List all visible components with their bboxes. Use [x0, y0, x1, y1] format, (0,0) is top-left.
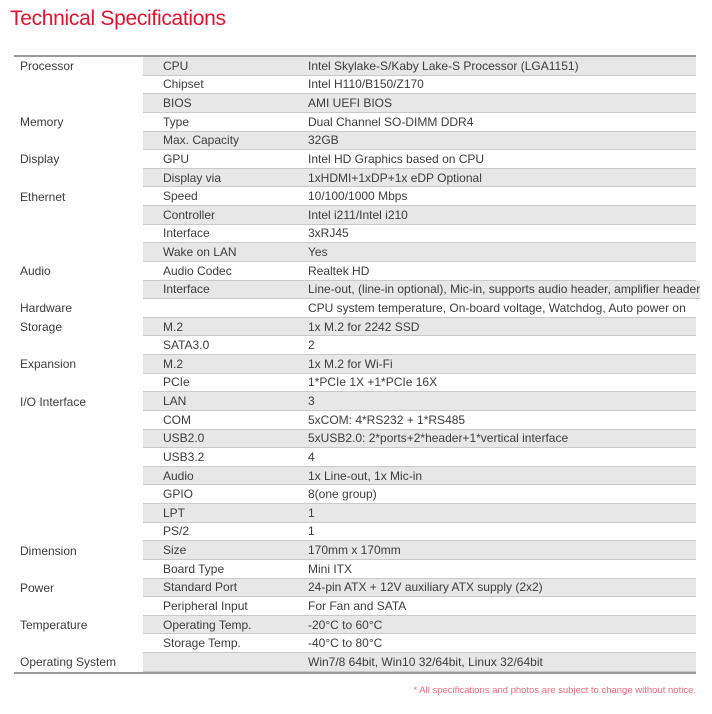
spec-value-cell: 2 [308, 338, 315, 353]
spec-label-cell: Max. Capacity [163, 133, 240, 148]
row-inner [143, 336, 696, 355]
table-row [14, 430, 696, 449]
spec-label-cell: CPU [163, 58, 189, 73]
table-row [14, 187, 696, 206]
category-cell: I/O Interface [14, 392, 143, 411]
row-inner [143, 299, 696, 318]
spec-value-cell: Win7/8 64bit, Win10 32/64bit, Linux 32/64bit [308, 654, 543, 669]
spec-label-cell: Interface [163, 226, 210, 241]
table-row [14, 485, 696, 504]
table-row [14, 76, 696, 95]
spec-value-cell: Dual Channel SO-DIMM DDR4 [308, 114, 474, 129]
spec-value-cell: Intel HD Graphics based on CPU [308, 151, 485, 166]
category-cell: Ethernet [14, 187, 143, 206]
category-cell [14, 523, 143, 542]
spec-value-cell: 4 [308, 449, 315, 464]
row-inner [143, 579, 696, 598]
spec-value-cell: -40°C to 80°C [308, 636, 383, 651]
category-cell [14, 560, 143, 579]
spec-value-cell: 1x M.2 for Wi-Fi [308, 356, 393, 371]
spec-label-cell: COM [163, 412, 191, 427]
category-cell: Audio [14, 262, 143, 281]
table-row [14, 336, 696, 355]
row-inner [143, 634, 696, 653]
row-inner [143, 169, 696, 188]
row-inner [143, 94, 696, 113]
category-cell: Operating System [14, 653, 143, 672]
spec-label-cell: BIOS [163, 96, 192, 111]
table-row [14, 467, 696, 486]
spec-value-cell: 3 [308, 394, 315, 409]
category-cell: Display [14, 150, 143, 169]
spec-label-cell: Interface [163, 282, 210, 297]
spec-value-cell: Mini ITX [308, 561, 353, 576]
table-row [14, 392, 696, 411]
table-row [14, 523, 696, 542]
row-inner [143, 504, 696, 523]
row-inner [143, 57, 696, 76]
category-cell [14, 634, 143, 653]
category-cell [14, 76, 143, 95]
table-row [14, 169, 696, 188]
spec-label-cell: Audio [163, 468, 194, 483]
table-row [14, 597, 696, 616]
row-inner [143, 523, 696, 542]
spec-value-cell: 1x M.2 for 2242 SSD [308, 319, 420, 334]
spec-label-cell: M.2 [163, 319, 184, 334]
row-inner [143, 187, 696, 206]
spec-value-cell: CPU system temperature, On-board voltage, Watchdog, Auto power on [308, 300, 686, 315]
spec-label-cell [143, 299, 308, 317]
row-inner [143, 355, 696, 374]
spec-label-cell: Wake on LAN [163, 245, 237, 260]
table-row [14, 448, 696, 467]
table-row [14, 504, 696, 523]
row-inner [143, 430, 696, 449]
spec-value-cell: 8(one group) [308, 487, 377, 502]
category-cell [14, 243, 143, 262]
spec-value-cell: -20°C to 60°C [308, 617, 383, 632]
spec-value-cell: 3xRJ45 [308, 226, 349, 241]
table-row [14, 579, 696, 598]
category-cell [14, 206, 143, 225]
row-inner [143, 560, 696, 579]
category-cell: Processor [14, 57, 143, 76]
spec-label-cell: Standard Port [163, 580, 238, 595]
spec-label-cell: USB2.0 [163, 431, 205, 446]
spec-label-cell: GPU [163, 151, 190, 166]
category-cell [14, 169, 143, 188]
category-cell [14, 281, 143, 300]
table-row [14, 299, 696, 318]
row-inner [143, 448, 696, 467]
spec-label-cell: PS/2 [163, 524, 190, 539]
spec-label-cell: M.2 [163, 356, 184, 371]
spec-label-cell: PCIe [163, 375, 190, 390]
spec-value-cell: For Fan and SATA [308, 598, 407, 613]
table-row [14, 113, 696, 132]
spec-value-cell: 1xHDMI+1xDP+1x eDP Optional [308, 170, 482, 185]
table-row [14, 634, 696, 653]
table-row [14, 541, 696, 560]
category-cell [14, 225, 143, 244]
category-cell: Power [14, 579, 143, 598]
spec-label-cell: Operating Temp. [163, 617, 252, 632]
spec-label-cell: Speed [163, 189, 198, 204]
row-inner [143, 597, 696, 616]
spec-value-cell: 170mm x 170mm [308, 543, 401, 558]
spec-value-cell: Line-out, (line-in optional), Mic-in, supports audio header, amplifier header [308, 282, 701, 297]
category-cell [14, 94, 143, 113]
row-inner [143, 485, 696, 504]
row-inner [143, 318, 696, 337]
row-inner [143, 150, 696, 169]
table-row [14, 616, 696, 635]
spec-label-cell: GPIO [163, 487, 194, 502]
spec-value-cell: 10/100/1000 Mbps [308, 189, 408, 204]
row-inner [143, 411, 696, 430]
table-row [14, 560, 696, 579]
category-cell: Memory [14, 113, 143, 132]
spec-label-cell: Display via [163, 170, 222, 185]
spec-value-cell: 5xUSB2.0: 2*ports+2*header+1*vertical interface [308, 431, 569, 446]
table-row [14, 132, 696, 151]
spec-value-cell: AMI UEFI BIOS [308, 96, 393, 111]
row-inner [143, 76, 696, 95]
spec-value-cell: 5xCOM: 4*RS232 + 1*RS485 [308, 412, 466, 427]
row-inner [143, 206, 696, 225]
spec-label-cell: Storage Temp. [163, 636, 241, 651]
spec-label-cell: USB3.2 [163, 449, 205, 464]
spec-label-cell: SATA3.0 [163, 338, 210, 353]
table-row [14, 57, 696, 76]
row-inner [143, 467, 696, 486]
row-inner [143, 392, 696, 411]
spec-value-cell: 32GB [308, 133, 339, 148]
spec-label-cell: Size [163, 543, 187, 558]
table-row [14, 281, 701, 300]
table-row [14, 94, 696, 113]
spec-label-cell: Peripheral Input [163, 598, 248, 613]
spec-value-cell: 24-pin ATX + 12V auxiliary ATX supply (2x2) [308, 580, 543, 595]
table-row [14, 653, 696, 672]
category-cell: Temperature [14, 616, 143, 635]
category-cell [14, 430, 143, 449]
row-inner [143, 262, 696, 281]
row-inner [143, 374, 696, 393]
spec-label-cell: Audio Codec [163, 263, 232, 278]
spec-label-cell [143, 653, 308, 671]
category-cell [14, 411, 143, 430]
table-row [14, 318, 696, 337]
spec-table [14, 55, 701, 674]
spec-value-cell: 1 [308, 505, 315, 520]
category-cell: Storage [14, 318, 143, 337]
spec-value-cell: 1x Line-out, 1x Mic-in [308, 468, 423, 483]
category-cell [14, 132, 143, 151]
table-row [14, 150, 696, 169]
category-cell [14, 485, 143, 504]
table-row [14, 411, 696, 430]
category-cell: Hardware [14, 299, 143, 318]
spec-value-cell: Realtek HD [308, 263, 370, 278]
category-cell [14, 336, 143, 355]
spec-label-cell: Chipset [163, 77, 204, 92]
row-inner [143, 653, 696, 672]
spec-label-cell: LAN [163, 394, 187, 409]
table-row [14, 243, 696, 262]
table-row [14, 262, 696, 281]
footnote: * All specifications and photos are subject to change without notice. [413, 685, 696, 696]
row-inner [143, 132, 696, 151]
category-cell [14, 467, 143, 486]
spec-value-cell: Intel Skylake-S/Kaby Lake-S Processor (LGA1151) [308, 58, 579, 73]
spec-value-cell: Intel H110/B150/Z170 [308, 77, 424, 92]
spec-label-cell: Controller [163, 207, 216, 222]
row-inner [143, 541, 696, 560]
category-cell: Expansion [14, 355, 143, 374]
category-cell [14, 374, 143, 393]
spec-label-cell: Board Type [163, 561, 225, 576]
category-cell [14, 597, 143, 616]
row-inner [143, 243, 696, 262]
spec-value-cell: 1*PCIe 1X +1*PCIe 16X [308, 375, 438, 390]
table-row [14, 355, 696, 374]
spec-label-cell: LPT [163, 505, 186, 520]
page-title: Technical Specifications [10, 7, 226, 30]
row-inner [143, 616, 696, 635]
table-row [14, 374, 696, 393]
spec-value-cell: Intel i211/Intel i210 [308, 207, 408, 222]
table-row [14, 206, 696, 225]
row-inner [143, 225, 696, 244]
table-row [14, 225, 696, 244]
category-cell: Dimension [14, 541, 143, 560]
row-inner [143, 113, 696, 132]
spec-label-cell: Type [163, 114, 190, 129]
spec-value-cell: 1 [308, 524, 315, 539]
row-inner [143, 281, 700, 300]
category-cell [14, 504, 143, 523]
category-cell [14, 448, 143, 467]
spec-value-cell: Yes [308, 245, 328, 260]
